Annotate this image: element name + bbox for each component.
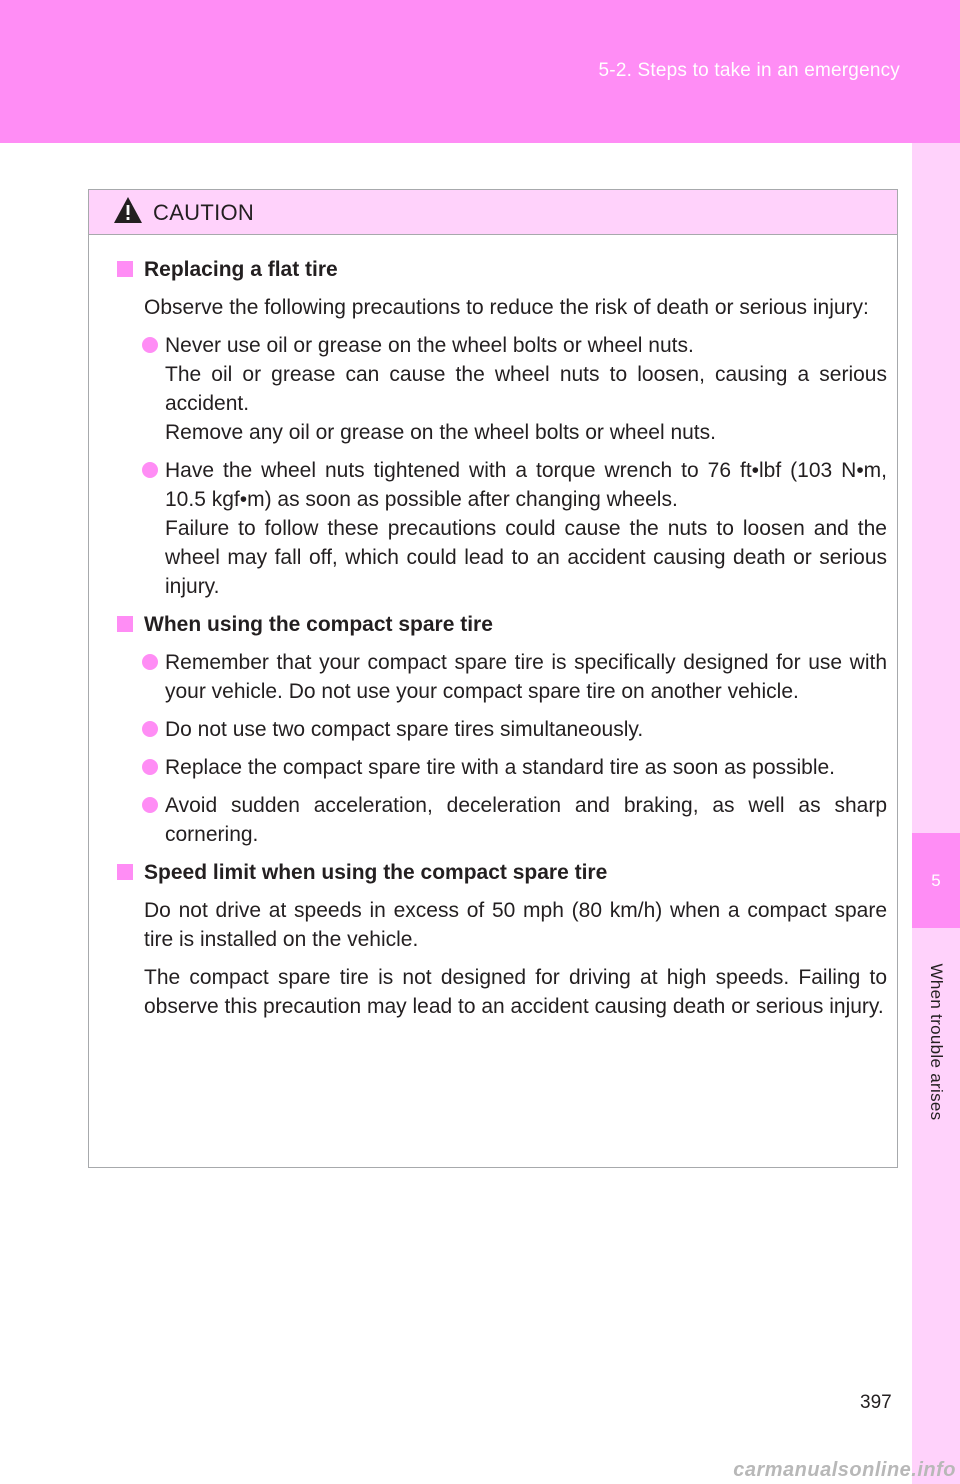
bullet-item [117,648,887,706]
section-heading [117,255,887,284]
bullet-line: Never use oil or grease on the wheel bolts or wheel nuts. [165,334,694,357]
round-bullet-icon [142,654,158,670]
round-bullet-icon [142,797,158,813]
square-bullet-icon [117,616,133,632]
caution-box [88,189,898,1168]
section-paragraph: Do not drive at speeds in excess of 50 mph (80 km/h) when a compact spare tire is installed on the vehicle. [144,899,887,951]
caution-title: CAUTION [153,200,255,225]
bullet-item [117,753,887,782]
round-bullet-icon [142,462,158,478]
page-header [0,0,960,143]
warning-triangle-icon [113,196,143,224]
caution-header [89,190,897,235]
chapter-number-tab: 5 [912,833,960,928]
section-heading-text: Replacing a flat tire [144,258,338,281]
chapter-title: When trouble arises [927,963,946,1121]
square-bullet-icon [117,864,133,880]
bullet-line: Avoid sudden acceleration, deceleration and braking, as well as sharp cornering. [165,794,887,846]
square-bullet-icon [117,261,133,277]
bullet-line: The oil or grease can cause the wheel nuts to loosen, causing a serious accident. [165,363,887,415]
round-bullet-icon [142,337,158,353]
bullet-line: Failure to follow these precautions could cause the nuts to loosen and the wheel may fall off, which could lead to an accident causing death or serious injury. [165,517,887,598]
page-number: 397 [860,1392,892,1413]
section-heading-text: Speed limit when using the compact spare tire [144,861,608,884]
bullet-item [117,331,887,447]
section-title: 5-2. Steps to take in an emergency [598,60,900,81]
bullet-item [117,715,887,744]
section-heading-text: When using the compact spare tire [144,613,493,636]
section-heading [117,858,887,887]
bullet-item [117,791,887,849]
round-bullet-icon [142,759,158,775]
caution-body [89,235,897,1021]
bullet-line: Have the wheel nuts tightened with a torque wrench to 76 ft•lbf (103 N•m, 10.5 kgf•m) as soon as possible after changing wheels. [165,459,887,511]
bullet-line: Remember that your compact spare tire is specifically designed for use with your vehicle. Do not use your compact spare tire on another vehicle. [165,651,887,703]
bullet-line: Replace the compact spare tire with a standard tire as soon as possible. [165,756,836,779]
bullet-line: Do not use two compact spare tires simultaneously. [165,718,644,741]
bullet-line: Remove any oil or grease on the wheel bolts or wheel nuts. [165,421,716,444]
round-bullet-icon [142,721,158,737]
bullet-item [117,456,887,601]
watermark: carmanualsonline.info [733,1459,956,1481]
section-intro: Observe the following precautions to reduce the risk of death or serious injury: [144,296,869,319]
section-heading [117,610,887,639]
side-tab [912,143,960,1484]
section-paragraph: The compact spare tire is not designed for driving at high speeds. Failing to observe this precaution may lead to an accident causing death or serious injury. [144,966,887,1018]
